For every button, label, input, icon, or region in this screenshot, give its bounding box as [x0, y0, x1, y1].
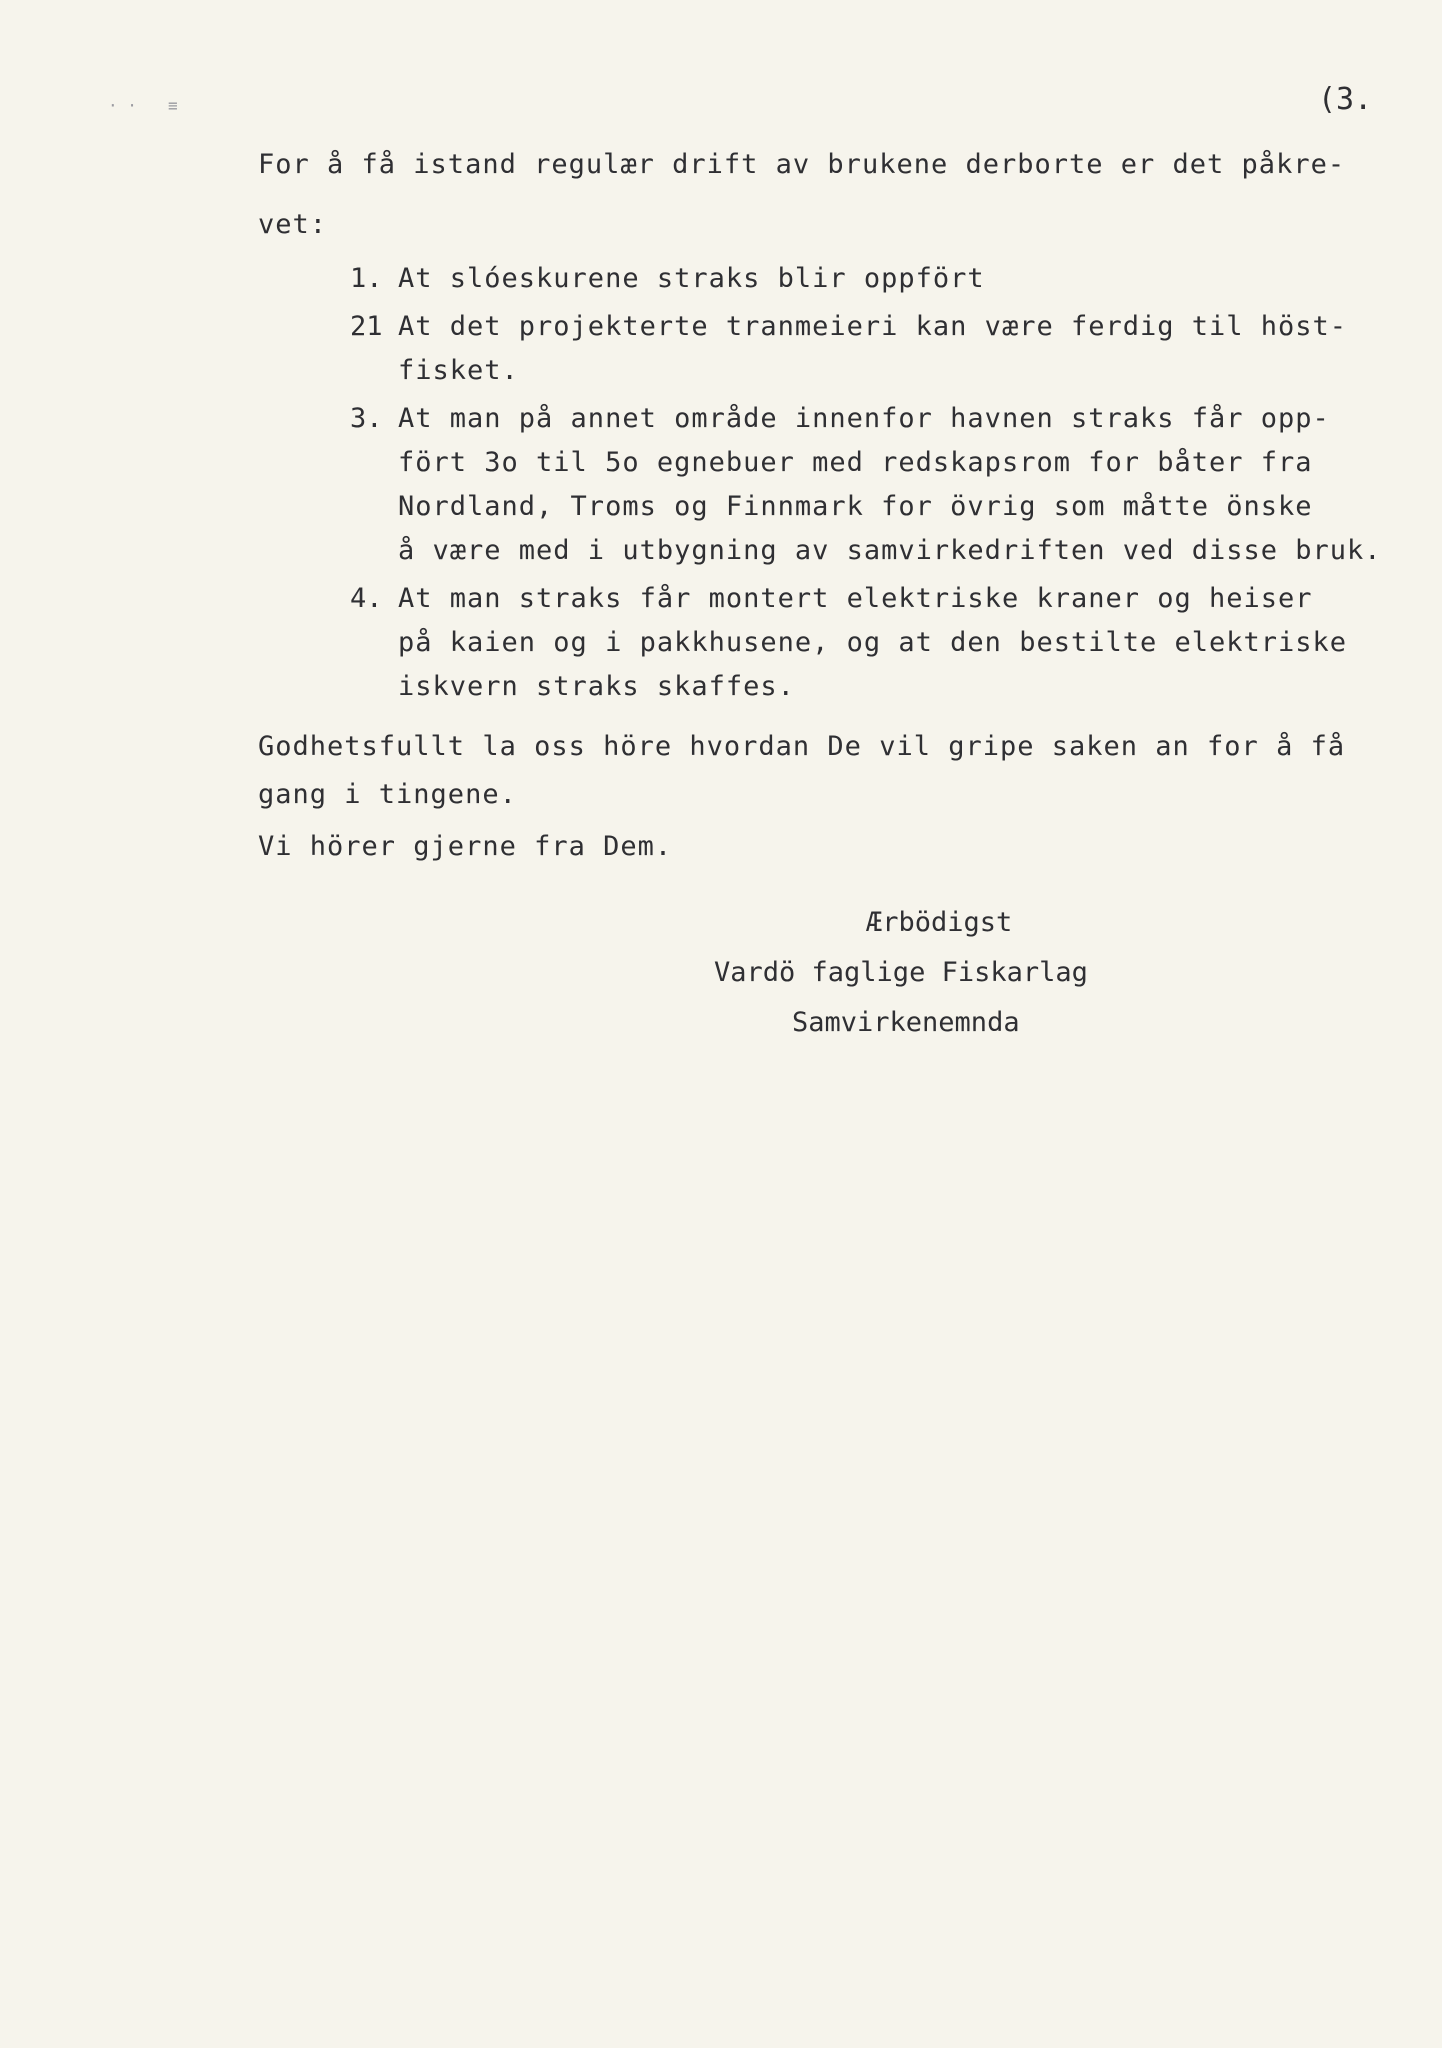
list-item-line: At man straks får montert elektriske kraner og heiser: [398, 583, 1313, 614]
intro-line: vet:: [258, 209, 328, 240]
closing-line: Vi hörer gjerne fra Dem.: [258, 831, 673, 862]
list-item-number: 3.: [350, 403, 383, 434]
list-item-number: 21: [350, 311, 383, 342]
margin-speck: · ·: [108, 96, 137, 115]
list-item-line: iskvern straks skaffes.: [398, 671, 795, 702]
signature-organization: Vardö faglige Fiskarlag: [714, 957, 1088, 988]
margin-speck: ≡: [168, 96, 178, 115]
list-item-line: å være med i utbygning av samvirkedriften ved disse bruk.: [398, 535, 1382, 566]
list-item-line: fört 3o til 5o egnebuer med redskapsrom for båter fra: [398, 447, 1313, 478]
page-number: (3.: [1318, 82, 1373, 117]
list-item-line: At det projekterte tranmeieri kan være ferdig til höst-: [398, 311, 1348, 342]
signature-salutation: Ærbödigst: [866, 907, 1013, 938]
closing-line: Godhetsfullt la oss höre hvordan De vil gripe saken an for å få: [258, 731, 1346, 762]
intro-line: For å få istand regulær drift av brukene derborte er det påkre-: [258, 149, 1346, 180]
list-item-line: Nordland, Troms og Finnmark for övrig som måtte önske: [398, 491, 1313, 522]
closing-line: gang i tingene.: [258, 779, 517, 810]
list-item-number: 4.: [350, 583, 383, 614]
list-item-line: At slóeskurene straks blir oppfört: [398, 263, 985, 294]
list-item-line: på kaien og i pakkhusene, og at den bestilte elektriske: [398, 627, 1348, 658]
list-item-line: fisket.: [398, 355, 519, 386]
signature-committee: Samvirkenemnda: [792, 1007, 1020, 1038]
list-item-line: At man på annet område innenfor havnen straks får opp-: [398, 403, 1330, 434]
list-item-number: 1.: [350, 263, 383, 294]
